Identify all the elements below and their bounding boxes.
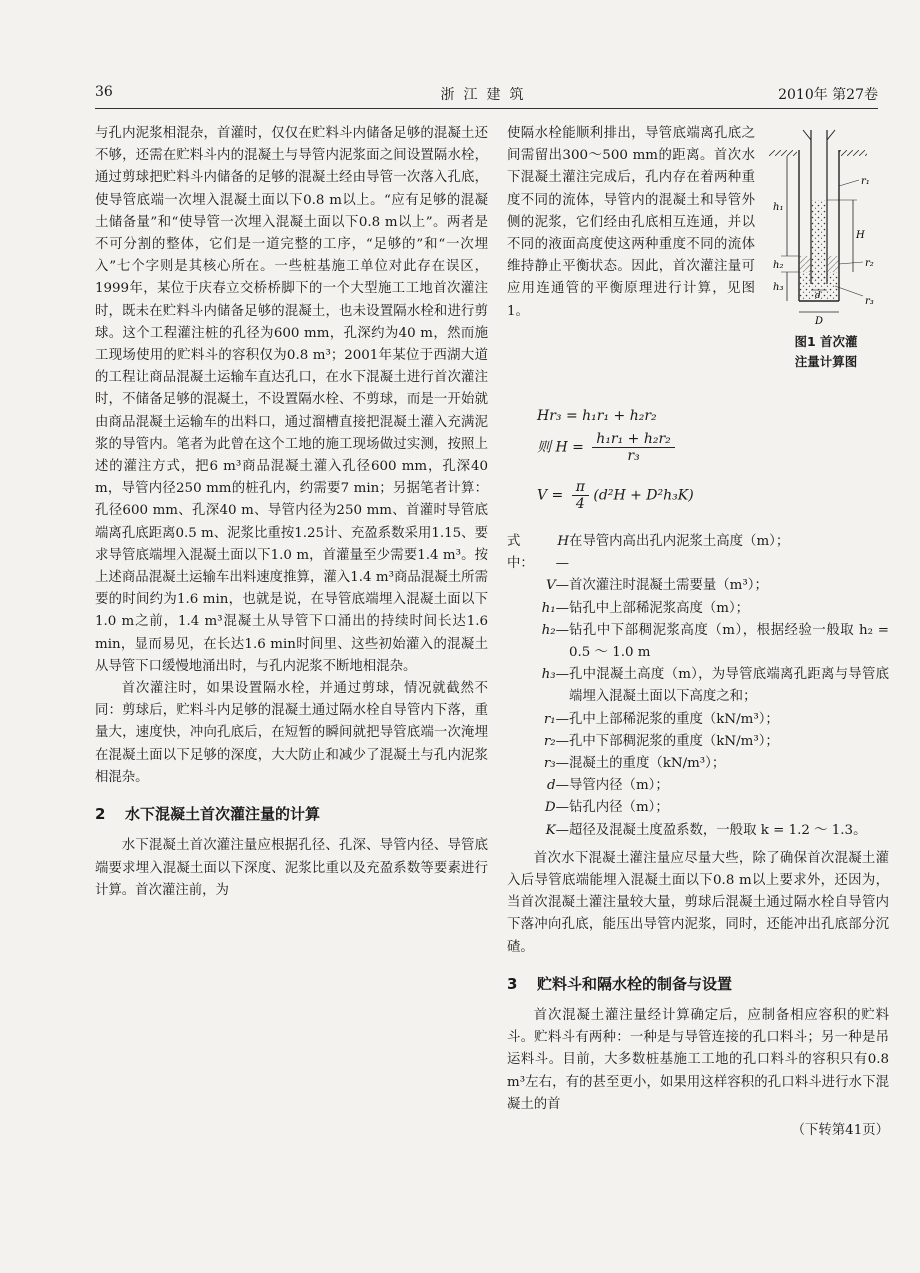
paragraph: 水下混凝土首次灌注量应根据孔径、孔深、导管内径、导管底端要求埋入混凝土面以下深度、泥浆比重以及充盈系数等要素进行计算。首次灌注前，为: [95, 838, 488, 898]
definition-item: [507, 575, 889, 597]
def-symbol: r₁—: [543, 711, 569, 727]
paragraph: 与孔内泥浆相混杂，首灌时，仅仅在贮料斗内储备足够的混凝土还不够，还需在贮料斗内的混凝土与导管内泥浆面之间设置隔水栓，通过剪球把贮料斗内储备的足够的混凝土经由导管一次落入孔底，使导管底端一次埋入混凝土面以下0.8 m以上。“应有足够的混凝土储备量”和“使导管一次埋入混凝土面以下0.8 m以上”。两者是不可分割的整体，它们是一道完整的工序，“足够的”和“一次埋入”七个字则是其核心所在。一些桩基施工单位对此存在误区，1999年，某位于庆春立交桥桥脚下的一个大型施工工地首次灌注时，既未在贮料斗内储备足够的混凝土，也未设置隔水栓和进行剪球。这个工程灌注桩的孔径为600 mm，孔深约为40 m，然而施工现场使用的贮料斗的容积仅为0.8 m³；2001年某位于西湖大道的工程让商品混凝土运输车直达孔口，在水下混凝土进行首次灌注时，不储备足够的混凝土，不设置隔水栓、不剪球，而是一开始就由商品混凝土运输车的出料口，通过溜槽直接把混凝土灌入充满泥浆的导管内。笔者为此曾在这个工地的施工现场做过实测，按照上述的灌注方式，把6 m³商品混凝土灌入孔径600 mm，孔深40 m，导管内径250 mm的桩孔内，约需要7 min；另据笔者计算：孔径600 mm、孔深40 m、导管内径为250 mm、首灌时导管底端离孔底距离0.5 m、泥浆比重按1.25计、充盈系数采用1.15、要求导管底端埋入混凝土面以下1.0 m，首灌量至少需要1.4 m³。按上述商品混凝土运输车出料速度推算，灌入1.4 m³商品混凝土所需要的时间约为1.6 min，也就是说，在导管底端埋入混凝土面以下1.0 m之前，1.4 m³混凝土从导管下口涌出的持续时间长达1.6 min，显而易见，在长达1.6 min时间里、这些初始灌入的混凝土从导管下口缓慢地涌出时，与孔内泥浆不断地相混杂。: [95, 126, 488, 674]
journal-name: 浙江建筑: [440, 87, 533, 103]
formula-3-lhs: V =: [537, 487, 564, 504]
def-symbol: h₁—: [541, 600, 569, 616]
page-number: 36: [95, 84, 113, 100]
section-heading: [95, 803, 488, 825]
definition-item: [507, 820, 889, 842]
def-text: 导管内径（m）；: [569, 778, 669, 794]
formula-1: Hr₃ = h₁r₁ + h₂r₂: [537, 408, 657, 424]
def-text: 孔中混凝土高度（m），为导管底端离孔距离与导管底端埋入混凝土面以下高度之和；: [569, 667, 889, 705]
pile-diagram: [763, 126, 889, 331]
paragraph: 使隔水栓能顺利排出，导管底端离孔底之间需留出300～500 mm的距离。首次水下混凝土灌注完成后，孔内存在着两种重度不同的流体，导管内的混凝土和导管外侧的泥浆，它们经由孔底相互连通，并以不同的液面高度使这两种重度不同的流体维持静止平衡状态。因此，首次灌注量可应用连通管的平衡原理进行计算，见图1。: [507, 126, 755, 319]
definition-item: [507, 797, 889, 819]
label-h2: h₂: [773, 260, 784, 271]
def-text: 混凝土的重度（kN/m³）；: [569, 756, 726, 772]
left-column: [95, 123, 488, 902]
label-D: D: [815, 316, 824, 327]
def-text: 孔中上部稀泥浆的重度（kN/m³）；: [569, 711, 779, 727]
paragraph: 首次水下混凝土灌注量应尽量大些，除了确保首次混凝土灌入后导管底端能埋入混凝土面以下0.8 m以上要求外，还因为，当首次混凝土灌注量较大量，剪球后混凝土通过隔水栓自导管内下落冲向孔底，能压出导管内泥浆，同时，还能冲出孔底部分沉碴。: [507, 850, 889, 955]
definition-item: [507, 709, 889, 731]
formula-3-rest: (d²H + D²h₃K): [593, 487, 694, 504]
def-symbol: d—: [547, 778, 569, 794]
right-top-column: [507, 123, 755, 323]
def-text: 钻孔内径（m）；: [569, 800, 669, 816]
def-symbol: H—: [555, 534, 569, 572]
label-h1: h₁: [773, 202, 784, 213]
concrete-in-pipe: [812, 200, 827, 284]
def-text: 孔中下部稠泥浆的重度（kN/m³）；: [569, 733, 779, 749]
def-symbol: V—: [545, 578, 569, 594]
ground-left: [769, 150, 797, 156]
where-label: 式中：: [507, 534, 534, 572]
def-symbol: D—: [544, 800, 569, 816]
figure-caption: [763, 332, 889, 372]
definition-item: [507, 664, 889, 708]
definition-list: [507, 531, 889, 842]
def-text: 钻孔中上部稀泥浆高度（m）；: [569, 600, 750, 616]
fraction: [572, 479, 589, 512]
formula-3: [507, 479, 889, 527]
section-title: 贮料斗和隔水栓的制备与设置: [537, 974, 733, 993]
figure-1: [763, 126, 889, 392]
section-title: 水下混凝土首次灌注量的计算: [125, 805, 321, 824]
right-column: [507, 401, 889, 1142]
definition-item: [507, 753, 889, 775]
section-number: 2: [95, 805, 106, 824]
paragraph: 首次混凝土灌注量经计算确定后，应制备相应容积的贮料斗。贮料斗有两种：一种是与导管连接的孔口料斗；另一种是吊运料斗。目前，大多数桩基施工工地的孔口料斗的容积只有0.8 m³左右，有的甚至更小，如果用这样容积的孔口料斗进行水下混凝土的首: [507, 1008, 889, 1112]
label-H: H: [856, 230, 865, 241]
caption-line: 图1 首次灌: [794, 334, 858, 349]
def-text: 超径及混凝土度盈系数，一般取 k = 1.2 ～ 1.3。: [569, 822, 867, 838]
section-number: 3: [507, 974, 518, 993]
caption-line: 注量计算图: [794, 354, 858, 369]
definition-item: [507, 620, 889, 664]
def-symbol: h₂—: [541, 622, 569, 638]
definition-item: [507, 598, 889, 620]
section-heading: [507, 973, 889, 995]
def-text: 在导管内高出孔内泥浆土高度（m）；: [569, 534, 790, 549]
label-r3: r₃: [865, 296, 874, 307]
denominator: 4: [575, 496, 585, 512]
formula-2: [507, 431, 889, 479]
label-h3: h₃: [773, 282, 784, 293]
label-d: d: [815, 291, 821, 301]
numerator: h₁r₁ + h₂r₂: [592, 431, 675, 448]
volume-info: 2010年 第27卷: [778, 87, 878, 103]
formula-2-prefix: 则 H =: [537, 439, 584, 456]
paragraph: 首次灌注时，如果设置隔水栓，并通过剪球，情况就截然不同：剪球后，贮料斗内足够的混凝土通过隔水栓自导管内下落，重量大，速度快，冲向孔底后，在短暂的瞬间就把导管底端一次淹埋在混凝土面以下足够的深度，大大防止和减少了混凝土与孔内泥浆相混杂。: [95, 681, 488, 785]
page-header: [95, 84, 878, 106]
def-text: 首次灌注时混凝土需要量（m³）；: [569, 578, 768, 594]
label-r1: r₁: [861, 176, 870, 187]
numerator: π: [572, 479, 589, 496]
def-symbol: r₂—: [543, 733, 569, 749]
header-rule: [95, 108, 878, 109]
def-text: 钻孔中下部稠泥浆高度（m），根据经验一般取 h₂ = 0.5 ～ 1.0 m: [569, 622, 889, 661]
continued-note: （下转第41页）: [791, 1123, 889, 1139]
denominator: r₃: [627, 448, 640, 464]
definition-item: [507, 531, 889, 575]
ground-right: [839, 150, 867, 156]
definition-item: [507, 775, 889, 797]
definition-item: [507, 731, 889, 753]
def-symbol: K—: [545, 822, 569, 838]
label-r2: r₂: [865, 258, 874, 269]
def-symbol: h₃—: [541, 667, 569, 683]
def-symbol: r₃—: [543, 756, 569, 772]
fraction: [592, 431, 675, 464]
